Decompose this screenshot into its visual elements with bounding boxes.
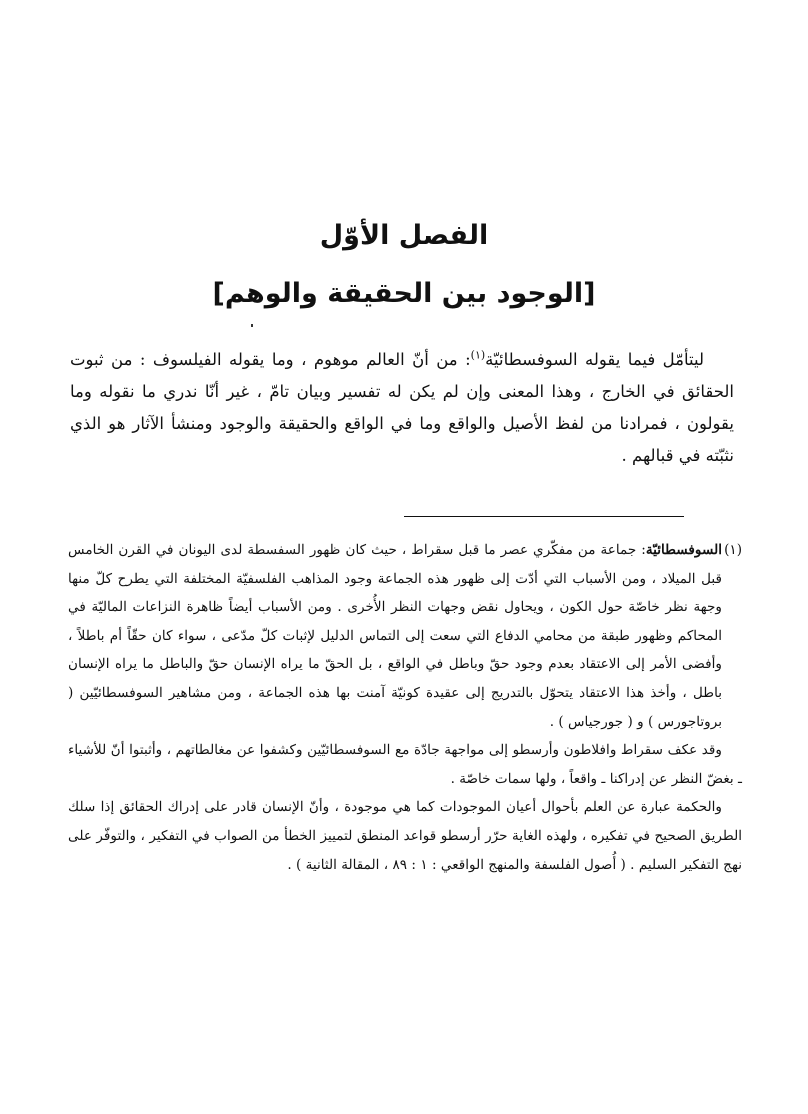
chapter-heading: الفصل الأوّل [319,220,489,251]
paragraph [70,344,734,472]
footnote-paragraph: والحكمة عبارة عن العلم بأحوال أعيان الموجودات كما هي موجودة ، وأنّ الإنسان قادر على إدراك الحقائق إذا سلك الطريق الصحيح في تفكيره ، ولهذه الغاية حرّر أرسطو قواعد المنطق لتمييز الخطأ من الصواب في التفكير ، والتوفّر على نهج التفكير السليم . ( أُصول الفلسفة والمنهج الواقعي : ١ : ٨٩ ، المقالة الثانية ) . [68,799,742,873]
chapter-subtitle: [الوجود بين الحقيقة والوهم] [212,278,596,309]
footnote-entry [68,536,742,736]
ink-mark [251,324,253,327]
paragraph-start: ليتأمّل فيما يقوله السوفسطائيّة [485,350,705,369]
footnote-paragraph: وقد عكف سقراط وافلاطون وأرسطو إلى مواجهة جادّة مع السوفسطائيّين وكشفوا عن مغالطاتهم ، وأثبتوا أنّ للأشياء ـ بغضّ النظر عن إدراكنا ـ واقعاً ، ولها سمات خاصّة . [68,742,742,787]
main-text [70,344,734,472]
footnotes [68,536,742,879]
footnote-reference[interactable]: (١) [470,348,486,362]
paragraph-rest: : من أنّ العالم موهوم ، وما يقوله الفيلسوف : من ثبوت الحقائق في الخارج ، وهذا المعنى وإن لم يكن له تفسير وبيان تامّ ، غير أنّا ندري ما نقوله وما يقولون ، فمرادنا من لفظ الأصيل والواقع وما في الواقع والحقيقة والوجود ومنشأ الآثار هو الذي نثبّته في قبالهم . [70,350,734,465]
footnote-text: : جماعة من مفكّري عصر ما قبل سقراط ، حيث كان ظهور السفسطة لدى اليونان في القرن الخامس قبل الميلاد ، ومن الأسباب التي أدّت إلى ظهور هذه الجماعة وجود المذاهب الفلسفيّة المختلفة التي يطرح كلّ منها وجهة نظر خاصّة حول الكون ، ويحاول نقض وجهات النظر الأُخرى . ومن الأسباب أيضاً ظاهرة النزاعات الماليّة في المحاكم وظهور طبقة من محامي الدفاع التي سعت إلى التماس الدليل لإثبات كلّ مدّعى ، سواء كان حقّاً أم باطلاً ، وأفضى الأمر إلى الاعتقاد بعدم وجود حقّ وباطل في الواقع ، بل الحقّ ما يراه الإنسان حقّ والباطل ما يراه الإنسان باطل ، وأخذ هذا الاعتقاد يتحوّل بالتدريج إلى عقيدة كونيّة آمنت بها هذه الجماعة ، ومن مشاهير السوفسطائيّين ( بروتاجورس ) و ( جورجياس ) . [68,542,722,730]
footnote-number: (١) [724,542,742,558]
footnote-separator [404,516,684,517]
footnote-term: السوفسطائيّة [645,542,722,558]
